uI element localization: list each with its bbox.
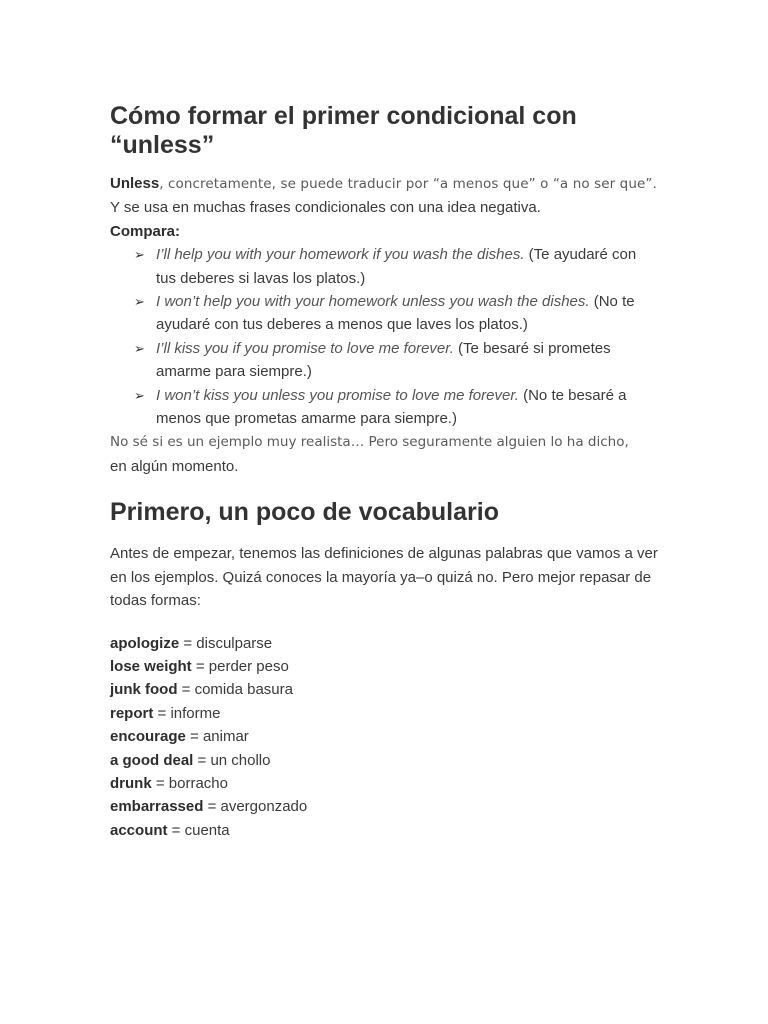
vocab-row (110, 795, 660, 818)
example-english: I’ll help you with your homework if you wash the dishes. (156, 246, 525, 264)
examples-list (110, 243, 660, 430)
vocab-term: junk food (110, 681, 178, 699)
example-spanish: (Te ayudaré con tus deberes si lavas los platos.) (156, 246, 637, 287)
arrowhead-bullet-icon: ➢ (134, 294, 145, 310)
vocab-term: drunk (110, 774, 152, 792)
example-item (110, 290, 660, 337)
term-unless: Unless (110, 175, 160, 192)
intro-paragraph (110, 172, 660, 243)
example-spanish: (No te besaré a menos que prometas amarme para siempre.) (156, 386, 627, 428)
vocab-term: apologize (110, 634, 180, 652)
arrowhead-bullet-icon: ➢ (134, 340, 145, 356)
vocab-definition: = perder peso (191, 657, 289, 675)
vocab-row (110, 632, 660, 655)
example-english: I won’t help you with your homework unless you wash the dishes. (156, 293, 590, 311)
vocab-term: account (110, 821, 168, 839)
vocab-definition: = animar (185, 728, 249, 746)
compare-label: Compara: (110, 222, 181, 240)
closing-paragraph (110, 430, 660, 478)
vocab-row (110, 655, 660, 678)
example-spanish: (Te besaré si prometes amarme para siempre.) (156, 339, 611, 381)
example-item (110, 337, 660, 384)
example-item (110, 243, 660, 290)
vocab-row (110, 749, 660, 772)
vocab-definition: = informe (153, 704, 221, 722)
vocab-term: lose weight (110, 657, 192, 675)
vocab-term: report (110, 704, 154, 722)
closing-line1: No sé si es un ejemplo muy realista… Pero seguramente alguien lo ha dicho, (110, 434, 629, 451)
intro-line1: , concretamente, se puede traducir por “a menos que” o “a no ser que”. (159, 176, 657, 192)
heading-unless: Cómo formar el primer condicional con “unless” (110, 102, 577, 159)
intro-line2: Y se usa en muchas frases condicionales con una idea negativa. (110, 199, 541, 217)
vocab-row (110, 772, 660, 795)
vocab-row (110, 702, 660, 725)
vocab-term: embarrassed (110, 798, 204, 816)
example-item (110, 384, 660, 431)
arrowhead-bullet-icon: ➢ (134, 387, 145, 403)
vocab-definition: = disculparse (179, 634, 273, 652)
vocab-row (110, 819, 660, 842)
vocab-term: encourage (110, 728, 186, 746)
vocab-term: a good deal (110, 751, 194, 769)
document-page (110, 102, 660, 842)
vocabulary-list (110, 632, 660, 843)
heading-vocabulary: Primero, un poco de vocabulario (110, 498, 499, 527)
vocab-definition: = un chollo (193, 751, 271, 769)
vocabulary-intro: Antes de empezar, tenemos las definiciones de algunas palabras que vamos a ver en los ejemplos. Quizá conoces la mayoría ya–o quizá no. Pero mejor repasar de todas formas: (110, 545, 658, 610)
vocab-row (110, 725, 660, 748)
vocab-definition: = comida basura (177, 681, 293, 699)
vocab-definition: = borracho (151, 774, 228, 792)
vocab-definition: = cuenta (167, 821, 230, 839)
example-spanish: (No te ayudaré con tus deberes a menos que laves los platos.) (156, 293, 635, 334)
example-english: I’ll kiss you if you promise to love me forever. (156, 339, 454, 357)
example-english: I won’t kiss you unless you promise to love me forever. (156, 386, 519, 404)
arrowhead-bullet-icon: ➢ (134, 247, 145, 263)
vocab-definition: = avergonzado (203, 798, 308, 816)
vocab-row (110, 678, 660, 701)
closing-line2: en algún momento. (110, 457, 239, 475)
